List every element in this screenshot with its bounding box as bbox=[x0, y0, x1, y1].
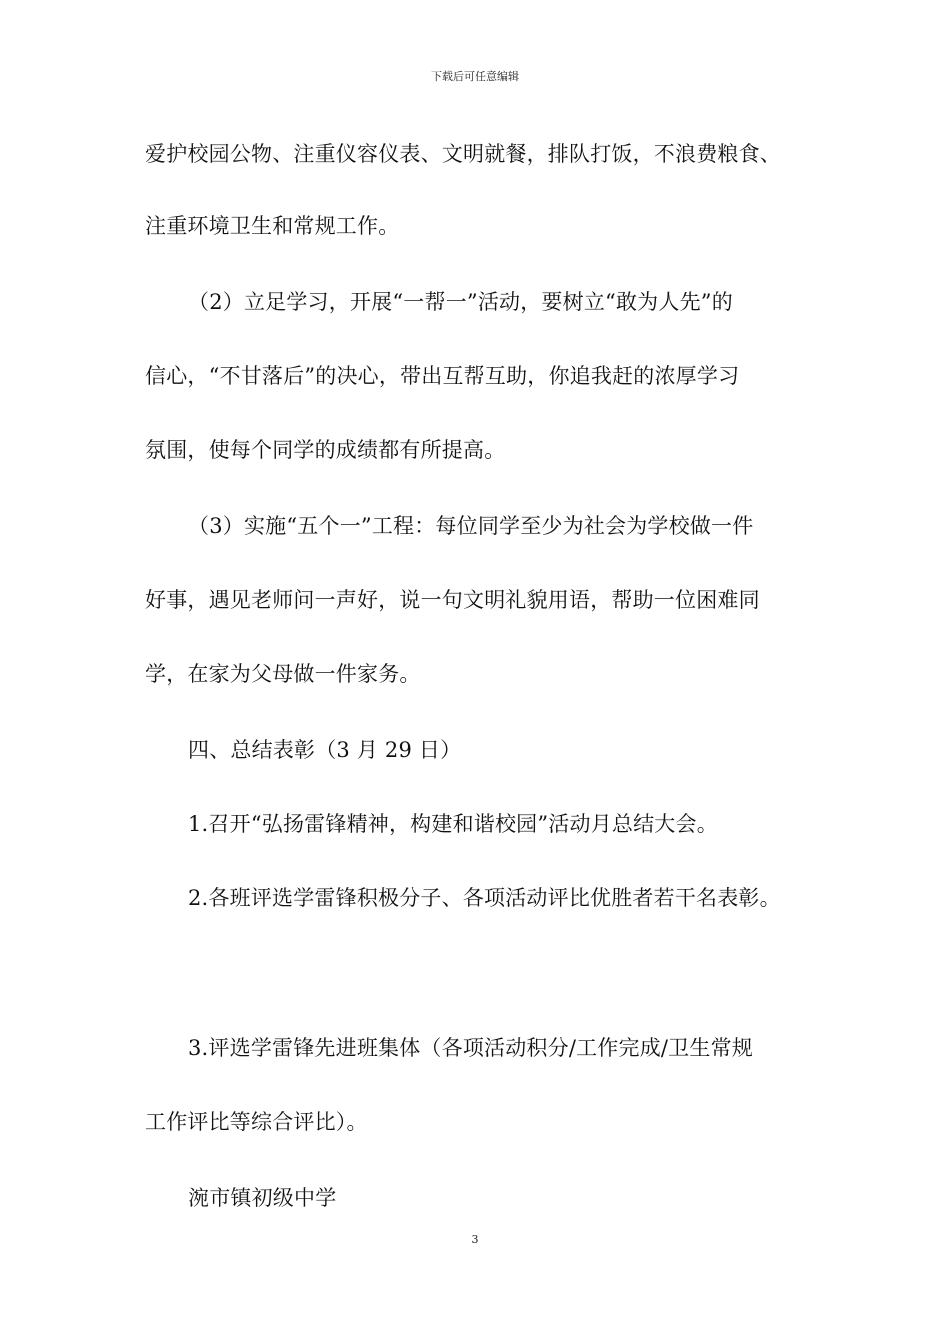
body-line-item-3: 3.评选学雷锋先进班集体（各项活动积分/工作完成/卫生常规 bbox=[188, 1036, 753, 1060]
school-name: 涴市镇初级中学 bbox=[188, 1186, 337, 1210]
body-line-5: 氛围，使每个同学的成绩都有所提高。 bbox=[145, 438, 506, 462]
body-line-6: （3）实施“五个一”工程：每位同学至少为社会为学校做一件 bbox=[188, 514, 754, 538]
page-header-note: 下载后可任意编辑 bbox=[431, 70, 519, 83]
body-line-item-2: 2.各班评选学雷锋积极分子、各项活动评比优胜者若干名表彰。 bbox=[188, 886, 781, 910]
page-number: 3 bbox=[471, 1233, 479, 1246]
section-heading-summary: 四、总结表彰（3 月 29 日） bbox=[188, 738, 462, 762]
body-line-item-1: 1.召开“弘扬雷锋精神，构建和谐校园”活动月总结大会。 bbox=[188, 812, 718, 836]
body-line-1: 爱护校园公物、注重仪容仪表、文明就餐，排队打饭，不浪费粮食、 bbox=[145, 142, 781, 166]
body-line-3: （2）立足学习，开展“一帮一”活动，要树立“敢为人先”的 bbox=[188, 290, 733, 314]
body-line-8: 学，在家为父母做一件家务。 bbox=[145, 662, 421, 686]
body-line-7: 好事，遇见老师问一声好，说一句文明礼貌用语，帮助一位困难同 bbox=[145, 588, 760, 612]
body-line-4: 信心，“不甘落后”的决心，带出互帮互助，你追我赶的浓厚学习 bbox=[145, 364, 740, 388]
body-line-item-3-cont: 工作评比等综合评比）。 bbox=[145, 1110, 368, 1134]
body-line-2: 注重环境卫生和常规工作。 bbox=[145, 214, 400, 238]
